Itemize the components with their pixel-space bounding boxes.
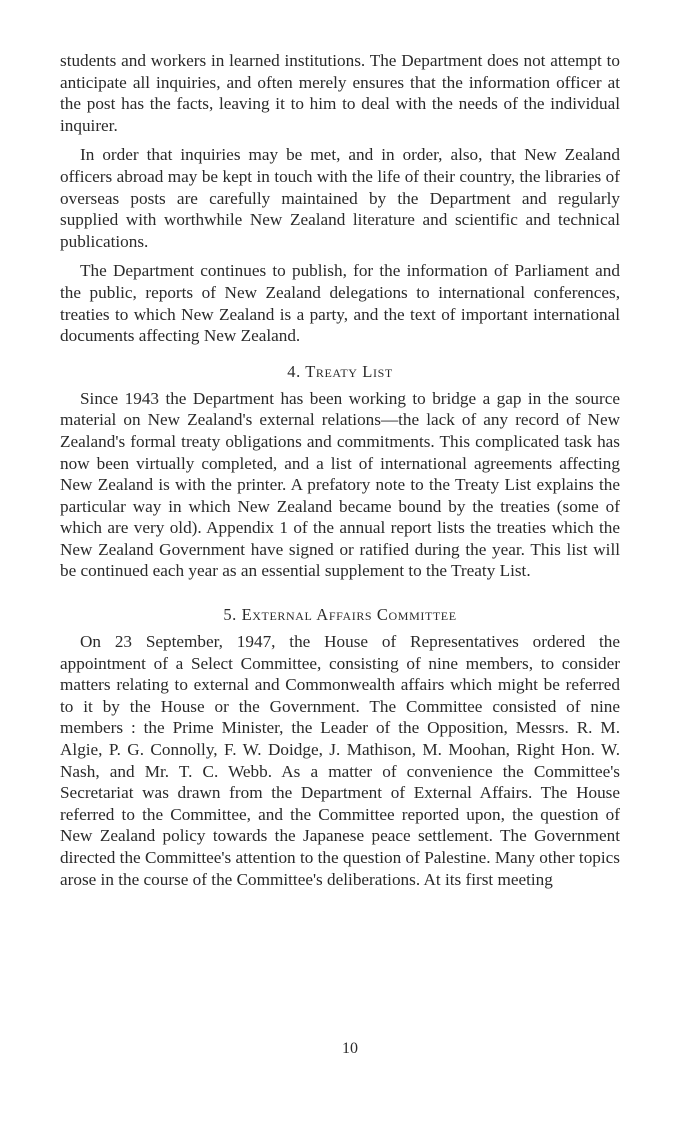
page-number: 10 bbox=[342, 1040, 358, 1057]
paragraph-overseas-libraries: In order that inquiries may be met, and in order, also, that New Zealand officers abroad may be kept in touch with the life of their country, the libraries of overseas posts are carefully maintained by the Department and regularly supplied with worthwhile New Zealand literature and scientific and technical publications. bbox=[60, 145, 620, 251]
page-body bbox=[60, 50, 620, 890]
section-heading-treaty-list: 4. Treaty List bbox=[287, 361, 393, 381]
paragraph-treaty-list: Since 1943 the Department has been working to bridge a gap in the source material on New Zealand's external relations—the lack of any record of New Zealand's formal treaty obligations and commitments. This complicated task has now been virtually completed, and a list of international agreements affecting New Zealand is with the printer. A prefatory note to the Treaty List explains the particular way in which New Zealand became bound by the treaties (some of which are very old). Appendix 1 of the annual report lists the treaties which the New Zealand Government have signed or ratified during the year. This list will be continued each year as an essential supplement to the Treaty List. bbox=[60, 388, 620, 581]
paragraph-inquiries-continued: students and workers in learned institutions. The Department does not attempt to anticipate all inquiries, and often merely ensures that the information officer at the post has the facts, leaving it to him to deal with the needs of the individual inquirer. bbox=[60, 51, 620, 135]
section-heading-external-affairs-committee: 5. External Affairs Committee bbox=[223, 605, 457, 625]
paragraph-external-affairs-committee: On 23 September, 1947, the House of Representatives ordered the appointment of a Select Committee, consisting of nine members, to consider matters relating to external and Commonwealth affairs which might be referred to it by the House or the Government. The Committee consisted of nine members : the Prime Minister, the Leader of the Opposition, Messrs. R. M. Algie, P. G. Connolly, F. W. Doidge, J. Mathison, M. Moohan, Right Hon. W. Nash, and Mr. T. C. Webb. As a matter of convenience the Committee's Secretariat was drawn from the Department of External Affairs. The House referred to the Committee, and the Committee reported upon, the question of New Zealand policy towards the Japanese peace settlement. The Government directed the Committee's attention to the question of Palestine. Many other topics arose in the course of the Committee's deliberations. At its first meeting bbox=[60, 632, 620, 889]
paragraph-publications: The Department continues to publish, for the information of Parliament and the public, reports of New Zealand delegations to international conferences, treaties to which New Zealand is a party, and the text of important international documents affecting New Zealand. bbox=[60, 261, 620, 346]
